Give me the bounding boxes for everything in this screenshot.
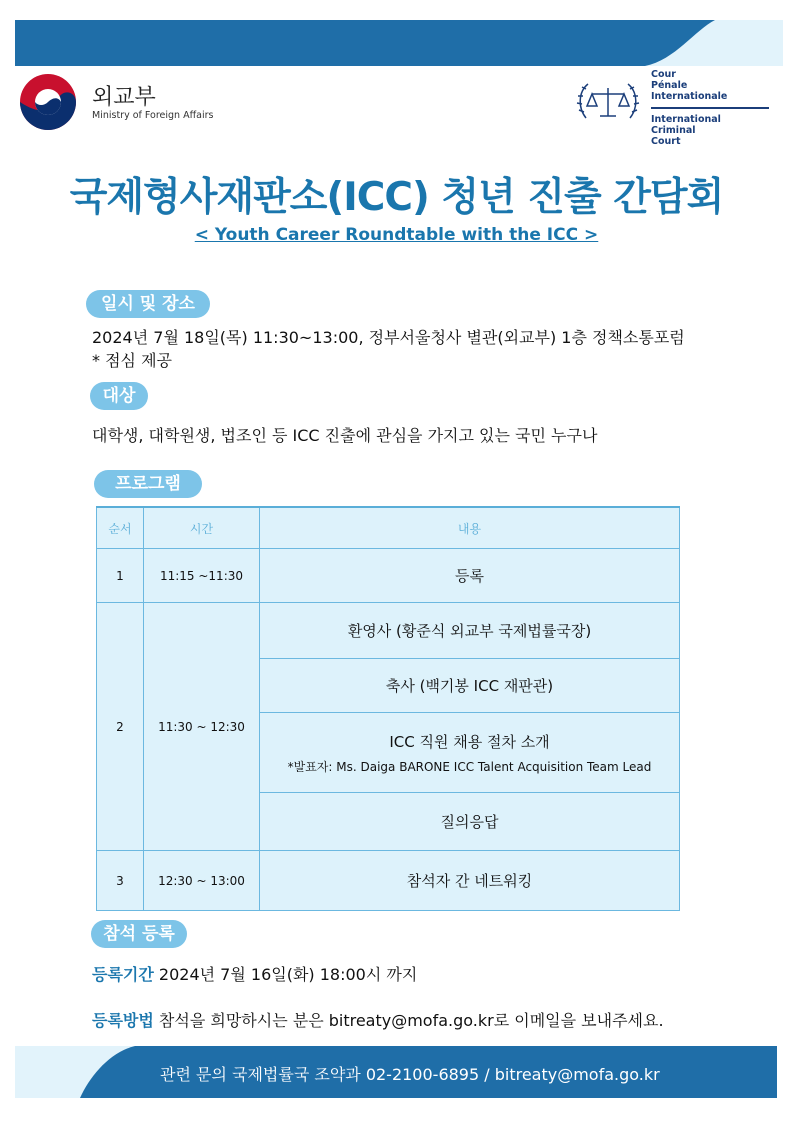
row2-congrats: 축사 (백기봉 ICC 재판관)	[260, 659, 680, 713]
contact-info: 관련 문의 국제법률국 조약과 02-2100-6895 / bitreaty@mofa.go.kr	[160, 1065, 660, 1084]
icc-name-fr-2: Pénale	[651, 80, 688, 91]
row2-time: 11:30 ~ 12:30	[144, 603, 260, 851]
lunch-note: * 점심 제공	[92, 351, 172, 370]
icc-name-en-2: Criminal	[651, 125, 696, 136]
registration-method	[92, 1008, 664, 1031]
row3-order: 3	[97, 851, 144, 911]
row2-recruitment-cell	[260, 713, 680, 793]
page-subtitle: < Youth Career Roundtable with the ICC >	[194, 225, 599, 245]
program-table	[96, 506, 680, 911]
reg-period-label: 등록기간	[92, 965, 154, 984]
row2-order: 2	[97, 603, 144, 851]
mofa-english-name: Ministry of Foreign Affairs	[92, 110, 214, 121]
register-section-label: 참석 등록	[91, 920, 187, 948]
row2-speaker: *발표자: Ms. Daiga BARONE ICC Talent Acquisition Team Lead	[287, 759, 652, 774]
row1-order: 1	[97, 549, 144, 603]
reg-period-text: 2024년 7월 16일(화) 18:00시 까지	[153, 965, 418, 984]
header-time: 시간	[144, 507, 260, 549]
row2-welcome: 환영사 (황준식 외교부 국제법률국장)	[260, 603, 680, 659]
icc-name-en-3: Court	[651, 136, 681, 147]
reg-method-text: 참석을 희망하시는 분은 bitreaty@mofa.go.kr로 이메일을 보내주세요.	[153, 1011, 664, 1030]
row3-content: 참석자 간 네트워킹	[260, 851, 680, 911]
icc-name-fr-1: Cour	[651, 69, 676, 80]
reg-method-label: 등록방법	[92, 1011, 154, 1030]
header-order: 순서	[97, 507, 144, 549]
target-section-label: 대상	[90, 382, 148, 410]
mofa-taegeuk-logo	[18, 72, 78, 132]
target-text: 대학생, 대학원생, 법조인 등 ICC 진출에 관심을 가지고 있는 국민 누구나	[92, 426, 598, 445]
table-row	[97, 603, 680, 659]
icc-name-block	[651, 69, 727, 147]
row1-content: 등록	[260, 549, 680, 603]
header-content: 내용	[260, 507, 680, 549]
mofa-korean-name: 외교부	[92, 85, 156, 110]
datetime-section-label: 일시 및 장소	[86, 290, 210, 318]
table-row	[97, 549, 680, 603]
registration-period	[92, 962, 417, 985]
table-header-row	[97, 507, 680, 549]
icc-name-en-1: International	[651, 114, 721, 125]
row3-time: 12:30 ~ 13:00	[144, 851, 260, 911]
icc-scales-logo	[576, 78, 640, 128]
icc-divider	[651, 107, 769, 109]
row2-recruitment: ICC 직원 채용 절차 소개	[389, 732, 550, 751]
row2-qa: 질의응답	[260, 793, 680, 851]
top-banner	[15, 20, 783, 66]
page-title: 국제형사재판소(ICC) 청년 진출 간담회	[69, 175, 724, 220]
icc-name-fr-3: Internationale	[651, 91, 728, 102]
row1-time: 11:15 ~11:30	[144, 549, 260, 603]
program-section-label: 프로그램	[94, 470, 202, 498]
table-row	[97, 851, 680, 911]
datetime-text: 2024년 7월 18일(목) 11:30~13:00, 정부서울청사 별관(외교부) 1층 정책소통포럼	[92, 328, 685, 347]
